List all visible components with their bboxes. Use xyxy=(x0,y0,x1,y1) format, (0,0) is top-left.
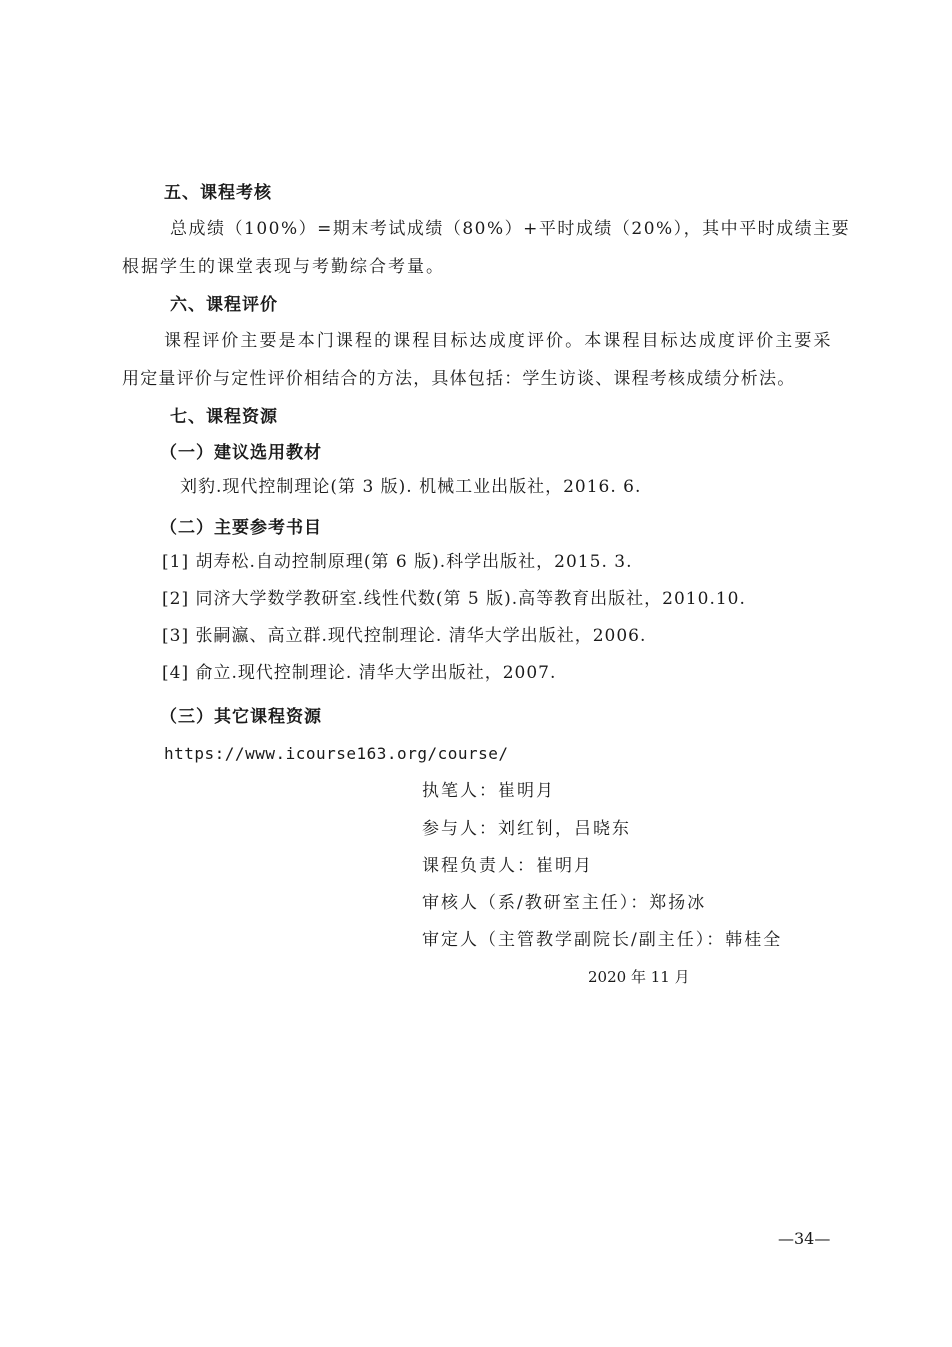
section-5-title: 五、课程考核 xyxy=(164,183,272,203)
reference-item: [4] 俞立.现代控制理论. 清华大学出版社，2007. xyxy=(162,663,557,683)
signature-course-lead: 课程负责人：崔明月 xyxy=(422,856,593,876)
section-5-paragraph-line-2: 根据学生的课堂表现与考勤综合考量。 xyxy=(122,257,445,277)
signature-approver: 审定人（主管教学副院长/副主任）：韩桂全 xyxy=(422,930,783,950)
subsection-1-title: （一）建议选用教材 xyxy=(160,443,322,463)
subsection-2-title: （二）主要参考书目 xyxy=(160,518,322,538)
reference-item: [1] 胡寿松.自动控制原理(第 6 版).科学出版社，2015. 3. xyxy=(162,552,633,572)
section-6-paragraph-line-2: 用定量评价与定性评价相结合的方法，具体包括：学生访谈、课程考核成绩分析法。 xyxy=(122,369,796,389)
section-7-title: 七、课程资源 xyxy=(170,407,278,427)
section-6-title: 六、课程评价 xyxy=(170,295,278,315)
section-6-paragraph-line-1: 课程评价主要是本门课程的课程目标达成度评价。本课程目标达成度评价主要采 xyxy=(164,331,832,351)
signature-date: 2020 年 11 月 xyxy=(588,968,690,986)
signature-writer: 执笔人：崔明月 xyxy=(422,781,555,801)
section-5-paragraph-line-1: 总成绩（100%）=期末考试成绩（80%）+平时成绩（20%），其中平时成绩主要 xyxy=(170,219,851,239)
reference-item: [2] 同济大学数学教研室.线性代数(第 5 版).高等教育出版社，2010.10. xyxy=(162,589,746,609)
signature-reviewer: 审核人（系/教研室主任）：郑扬冰 xyxy=(422,893,707,913)
signature-participants: 参与人：刘红钊，吕晓东 xyxy=(422,819,631,839)
reference-item: [3] 张嗣瀛、高立群.现代控制理论. 清华大学出版社，2006. xyxy=(162,626,647,646)
textbook-entry: 刘豹.现代控制理论(第 3 版). 机械工业出版社，2016. 6. xyxy=(180,477,642,497)
course-resource-url[interactable]: https://www.icourse163.org/course/ xyxy=(164,744,509,763)
subsection-3-title: （三）其它课程资源 xyxy=(160,707,322,727)
page-number: —34— xyxy=(778,1229,831,1248)
